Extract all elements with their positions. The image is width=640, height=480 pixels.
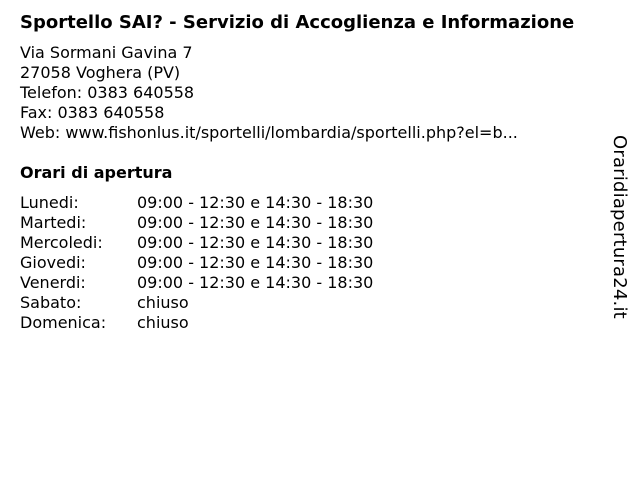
hours-heading: Orari di apertura [20,163,173,182]
opening-hours-table [20,193,373,333]
day-hours: 09:00 - 12:30 e 14:30 - 18:30 [137,213,374,232]
day-label: Lunedi: [20,193,79,212]
hours-row-tuesday [20,213,373,233]
day-hours: chiuso [137,293,189,312]
business-card [20,12,610,333]
brand-watermark-text: Oraridiapertura24.it [609,135,630,319]
day-label: Sabato: [20,293,82,312]
city-address: 27058 Voghera (PV) [20,63,181,82]
business-title: Sportello SAI? - Servizio di Accoglienza e Informazione [20,12,575,33]
day-label: Venerdi: [20,273,86,292]
hours-row-monday [20,193,373,213]
website-link: Web: www.fishonlus.it/sportelli/lombardia/sportelli.php?el=b... [20,123,518,142]
day-label: Domenica: [20,313,107,332]
day-hours: 09:00 - 12:30 e 14:30 - 18:30 [137,273,374,292]
day-hours: 09:00 - 12:30 e 14:30 - 18:30 [137,233,374,252]
fax-number: Fax: 0383 640558 [20,103,165,122]
day-hours: chiuso [137,313,189,332]
street-address: Via Sormani Gavina 7 [20,43,193,62]
hours-row-wednesday [20,233,373,253]
hours-row-saturday [20,293,373,313]
address-block [20,43,610,143]
phone-number: Telefon: 0383 640558 [20,83,195,102]
day-label: Giovedi: [20,253,86,272]
hours-row-friday [20,273,373,293]
day-label: Martedi: [20,213,87,232]
day-hours: 09:00 - 12:30 e 14:30 - 18:30 [137,193,374,212]
day-hours: 09:00 - 12:30 e 14:30 - 18:30 [137,253,374,272]
hours-row-sunday [20,313,373,333]
hours-row-thursday [20,253,373,273]
day-label: Mercoledi: [20,233,103,252]
